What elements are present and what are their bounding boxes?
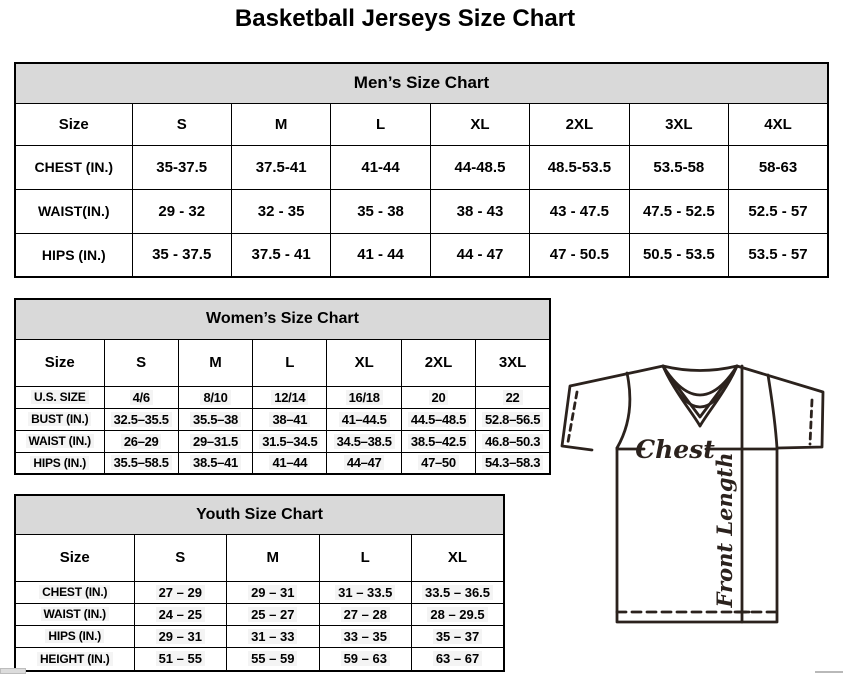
- right-armhole-seam: [768, 375, 777, 448]
- size-cell: 28 – 29.5: [412, 603, 505, 625]
- size-col-header: 2XL: [401, 339, 475, 386]
- size-cell: 51 – 55: [134, 647, 227, 671]
- size-cell: 47.5 - 52.5: [629, 189, 728, 233]
- size-cell: 31 – 33: [227, 625, 320, 647]
- size-label-header: Size: [15, 103, 132, 145]
- size-col-header: S: [132, 103, 231, 145]
- size-cell: 35.5–38: [178, 408, 252, 430]
- size-cell: 31 – 33.5: [319, 581, 412, 603]
- size-cell: 35 – 37: [412, 625, 505, 647]
- size-cell: 22: [476, 386, 550, 408]
- size-cell: 38–41: [253, 408, 327, 430]
- size-cell: 4/6: [104, 386, 178, 408]
- size-cell: 46.8–50.3: [476, 430, 550, 452]
- table-title: Women’s Size Chart: [15, 299, 550, 339]
- row-label: HEIGHT (IN.): [15, 647, 134, 671]
- size-cell: 41-44: [331, 145, 430, 189]
- size-cell: 48.5-53.5: [530, 145, 629, 189]
- size-cell: 50.5 - 53.5: [629, 233, 728, 277]
- size-cell: 63 – 67: [412, 647, 505, 671]
- size-cell: 38.5–41: [178, 452, 252, 474]
- row-label: HIPS (IN.): [15, 452, 104, 474]
- size-cell: 32 - 35: [231, 189, 330, 233]
- size-col-header: 3XL: [629, 103, 728, 145]
- size-col-header: 2XL: [530, 103, 629, 145]
- size-cell: 38 - 43: [430, 189, 529, 233]
- size-cell: 27 – 29: [134, 581, 227, 603]
- size-cell: 58-63: [729, 145, 828, 189]
- size-cell: 43 - 47.5: [530, 189, 629, 233]
- size-cell: 29 - 32: [132, 189, 231, 233]
- right-cuff-dashed-line: [810, 400, 812, 444]
- size-cell: 24 – 25: [134, 603, 227, 625]
- size-cell: 41 - 44: [331, 233, 430, 277]
- size-cell: 38.5–42.5: [401, 430, 475, 452]
- size-cell: 20: [401, 386, 475, 408]
- youth-size-table: [14, 494, 505, 672]
- size-col-header: L: [319, 534, 412, 581]
- size-cell: 55 – 59: [227, 647, 320, 671]
- size-label-header: Size: [15, 339, 104, 386]
- size-col-header: L: [253, 339, 327, 386]
- table-title: Men’s Size Chart: [15, 63, 828, 103]
- row-label: CHEST (IN.): [15, 145, 132, 189]
- size-cell: 52.8–56.5: [476, 408, 550, 430]
- size-col-header: XL: [327, 339, 401, 386]
- size-cell: 47–50: [401, 452, 475, 474]
- size-cell: 35-37.5: [132, 145, 231, 189]
- size-label-header: Size: [15, 534, 134, 581]
- size-cell: 37.5-41: [231, 145, 330, 189]
- size-cell: 35 - 37.5: [132, 233, 231, 277]
- horizontal-scrollbar-fragment-left[interactable]: [0, 668, 26, 674]
- size-cell: 44-48.5: [430, 145, 529, 189]
- body-outline: [617, 448, 777, 622]
- size-cell: 26–29: [104, 430, 178, 452]
- size-cell: 59 – 63: [319, 647, 412, 671]
- size-cell: 37.5 - 41: [231, 233, 330, 277]
- row-label: WAIST(IN.): [15, 189, 132, 233]
- size-cell: 25 – 27: [227, 603, 320, 625]
- size-cell: 8/10: [178, 386, 252, 408]
- jersey-diagram: [558, 360, 843, 676]
- size-cell: 33.5 – 36.5: [412, 581, 505, 603]
- row-label: WAIST (IN.): [15, 430, 104, 452]
- size-col-header: XL: [430, 103, 529, 145]
- size-cell: 29–31.5: [178, 430, 252, 452]
- front-length-label: Front Length: [712, 452, 737, 608]
- size-col-header: M: [231, 103, 330, 145]
- size-col-header: S: [134, 534, 227, 581]
- size-cell: 53.5 - 57: [729, 233, 828, 277]
- size-col-header: M: [227, 534, 320, 581]
- mens-size-table: [14, 62, 829, 278]
- size-cell: 41–44.5: [327, 408, 401, 430]
- size-cell: 47 - 50.5: [530, 233, 629, 277]
- size-col-header: 4XL: [729, 103, 828, 145]
- row-label: WAIST (IN.): [15, 603, 134, 625]
- size-col-header: S: [104, 339, 178, 386]
- size-col-header: 3XL: [476, 339, 550, 386]
- size-cell: 53.5-58: [629, 145, 728, 189]
- size-cell: 16/18: [327, 386, 401, 408]
- size-cell: 34.5–38.5: [327, 430, 401, 452]
- size-col-header: XL: [412, 534, 505, 581]
- size-cell: 12/14: [253, 386, 327, 408]
- left-armhole-seam: [617, 373, 630, 448]
- size-cell: 52.5 - 57: [729, 189, 828, 233]
- size-cell: 27 – 28: [319, 603, 412, 625]
- size-cell: 29 – 31: [134, 625, 227, 647]
- size-cell: 32.5–35.5: [104, 408, 178, 430]
- size-col-header: L: [331, 103, 430, 145]
- chest-label: Chest: [635, 435, 715, 464]
- row-label: CHEST (IN.): [15, 581, 134, 603]
- size-cell: 29 – 31: [227, 581, 320, 603]
- page-title: Basketball Jerseys Size Chart: [234, 5, 576, 32]
- womens-size-table: [14, 298, 551, 475]
- row-label: BUST (IN.): [15, 408, 104, 430]
- size-cell: 31.5–34.5: [253, 430, 327, 452]
- size-cell: 44 - 47: [430, 233, 529, 277]
- horizontal-scrollbar-fragment-right[interactable]: [815, 671, 843, 673]
- row-label: HIPS (IN.): [15, 625, 134, 647]
- size-cell: 35 - 38: [331, 189, 430, 233]
- size-cell: 35.5–58.5: [104, 452, 178, 474]
- size-cell: 44–47: [327, 452, 401, 474]
- row-label: HIPS (IN.): [15, 233, 132, 277]
- size-col-header: M: [178, 339, 252, 386]
- row-label: U.S. SIZE: [15, 386, 104, 408]
- size-cell: 33 – 35: [319, 625, 412, 647]
- size-cell: 44.5–48.5: [401, 408, 475, 430]
- collar-back-line: [663, 366, 737, 371]
- size-cell: 54.3–58.3: [476, 452, 550, 474]
- size-cell: 41–44: [253, 452, 327, 474]
- table-title: Youth Size Chart: [15, 495, 504, 534]
